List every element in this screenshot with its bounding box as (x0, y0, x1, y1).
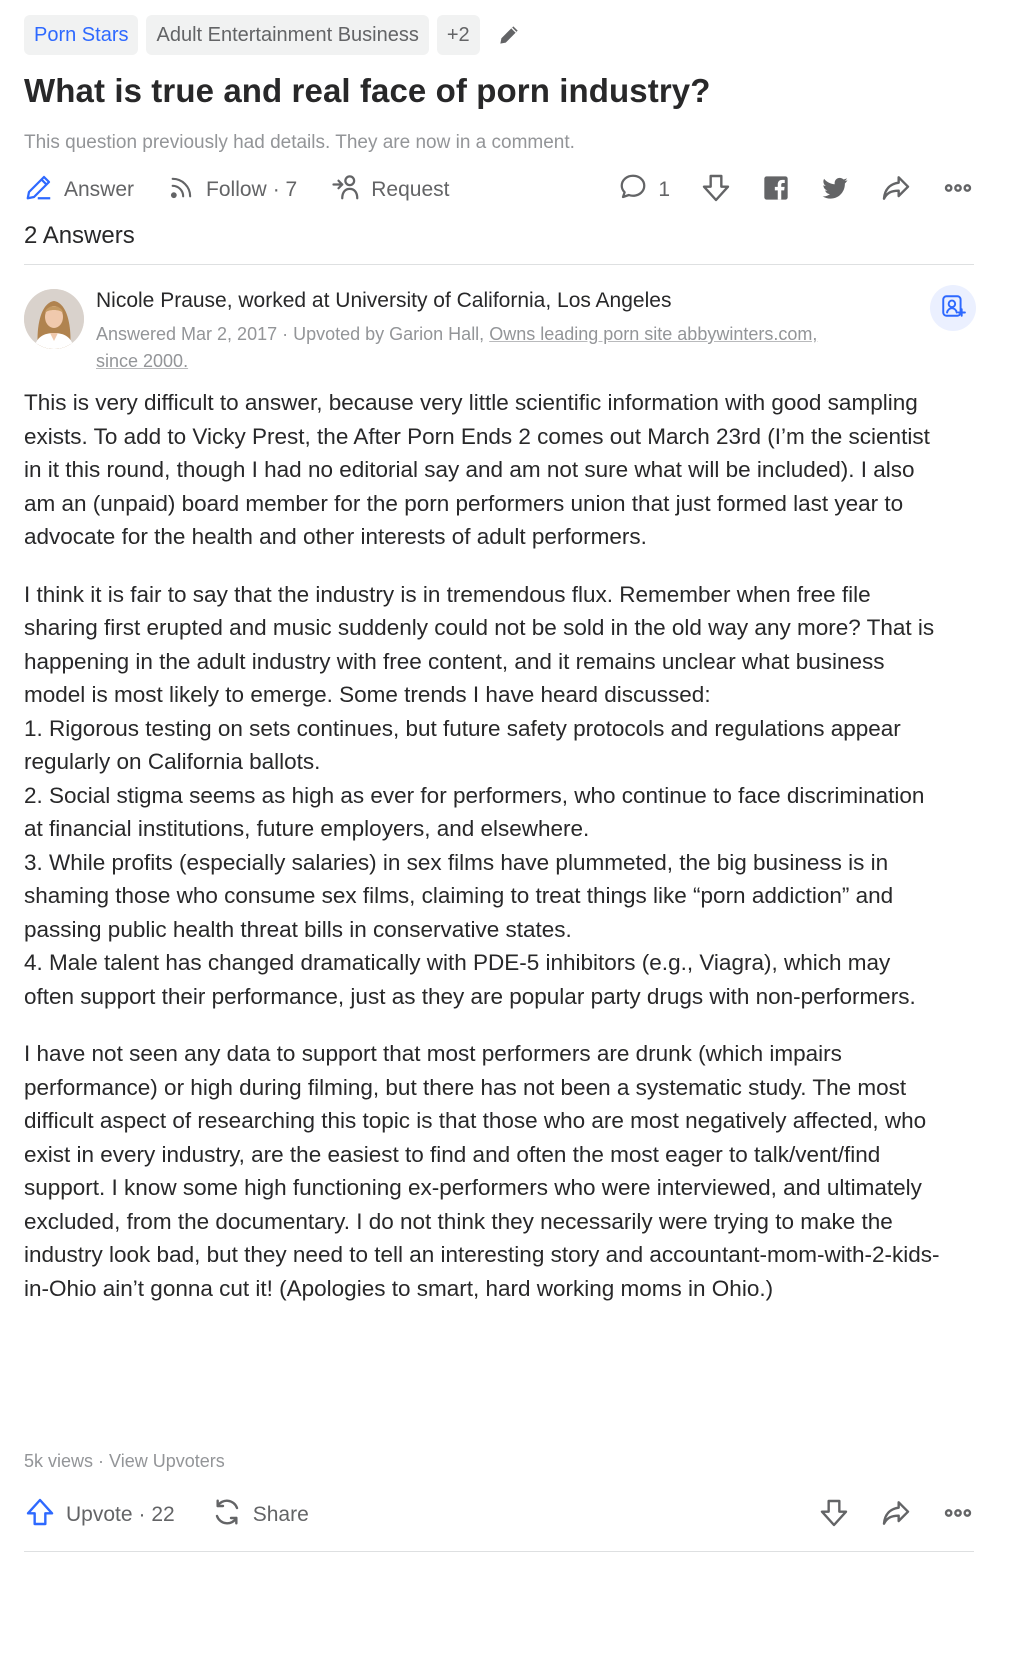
answer-actions (24, 1493, 974, 1537)
follow-icon (168, 173, 206, 207)
views-upvoters[interactable]: 5k views · View Upvoters (24, 1451, 225, 1471)
upvoter-credential-since[interactable]: since 2000. (96, 351, 189, 371)
question-note: This question previously had details. They are now in a comment. (24, 132, 575, 153)
follow-count: · 7 (272, 178, 298, 201)
facebook-icon[interactable] (762, 174, 790, 207)
request-button[interactable] (331, 172, 449, 208)
request-icon (331, 172, 371, 208)
answer-list-item: 4. Male talent has changed dramatically with PDE-5 inhibitors (e.g., Viagra), which may often support their performance, just as they are popular party drugs with non-performers. (24, 950, 916, 1009)
answer-button[interactable] (24, 172, 134, 208)
topic-more[interactable]: +2 (437, 15, 480, 55)
answer-date-upvoted: Answered Mar 2, 2017 · Upvoted by Garion Hall, (96, 324, 490, 344)
answer-paragraph: I think it is fair to say that the industry is in tremendous flux. Remember when free file sharing first erupted and music suddenly could not be sold in the old way any more? That is happening in the adult industry with free content, and it remains unclear what business model is most likely to emerge. Some trends I have heard discussed: (24, 581, 935, 707)
follow-button[interactable] (168, 173, 297, 207)
answer-icon (24, 172, 64, 208)
answer-author (24, 285, 974, 375)
question-actions (24, 170, 974, 210)
divider (24, 1551, 974, 1552)
twitter-icon[interactable] (820, 173, 850, 208)
author-name[interactable]: Nicole Prause, worked at University of California, Los Angeles (96, 289, 672, 312)
avatar[interactable] (24, 289, 84, 349)
topic-porn-stars[interactable]: Porn Stars (24, 15, 138, 55)
request-label: Request (371, 178, 450, 201)
comment-icon (618, 172, 648, 208)
downvote-icon[interactable] (700, 172, 732, 209)
upvote-count: · 22 (138, 1503, 175, 1526)
more-icon[interactable] (942, 1497, 974, 1534)
share-cycle-icon (211, 1496, 253, 1534)
pencil-icon[interactable] (494, 20, 524, 50)
upvote-icon (24, 1496, 66, 1534)
follow-author-button[interactable] (930, 285, 976, 331)
author-meta (96, 321, 896, 375)
follow-label: Follow (206, 178, 267, 201)
upvote-label: Upvote (66, 1503, 133, 1526)
answer-list-item: 1. Rigorous testing on sets continues, but future safety protocols and regulations appear regularly on California ballots. (24, 715, 901, 774)
answer-paragraph: This is very difficult to answer, because very little scientific information with good sampling exists. To add to Vicky Prest, the After Porn Ends 2 comes out March 23rd (I’m the scientist in it this round, though I had no editorial say and am not sure what will be included). I also am an (unpaid) board member for the porn performers union that just formed last year to advocate for the health and other interests of adult performers. (24, 390, 930, 549)
answer-body (24, 386, 944, 1305)
answer-label: Answer (64, 178, 135, 201)
topic-list (24, 15, 524, 55)
share-button[interactable] (211, 1496, 309, 1534)
answer-paragraph: I have not seen any data to support that most performers are drunk (which impairs performance) or high during filming, but there has not been a systematic study. The most difficult aspect of researching this topic is that those who are most negatively affected, who exist in every industry, are the easiest to find and often the most eager to talk/vent/find support. I know some high functioning ex-performers who were interviewed, and ultimately excluded, from the documentary. I do not think they necessarily were trying to make the industry look bad, but they need to tell an interesting story and accountant-mom-with-2-kids-in-Ohio ain’t gonna cut it! (Apologies to smart, hard working moms in Ohio.) (24, 1041, 940, 1301)
answer-list-item: 2. Social stigma seems as high as ever for performers, who continue to face discrimination at financial institutions, future employers, and elsewhere. (24, 782, 925, 841)
more-icon[interactable] (942, 172, 974, 209)
upvoter-credential[interactable]: Owns leading porn site abbywinters.com, (489, 324, 818, 344)
divider (24, 264, 974, 265)
share-label: Share (252, 1503, 309, 1526)
question-title[interactable]: What is true and real face of porn industry? (24, 72, 711, 109)
topic-adult-entertainment-business[interactable]: Adult Entertainment Business (146, 15, 428, 55)
follow-author-icon (940, 293, 966, 324)
answers-count: 2 Answers (24, 222, 135, 249)
share-icon[interactable] (880, 172, 912, 209)
downvote-icon[interactable] (818, 1497, 850, 1534)
answer-list-item: 3. While profits (especially salaries) in sex films have plummeted, the big business is in shaming those who consume sex films, claiming to treat things like “porn addiction” and passing public health threat bills in conservative states. (24, 849, 894, 942)
comment-count: 1 (658, 178, 670, 201)
comment-button[interactable] (618, 172, 670, 208)
share-icon[interactable] (880, 1497, 912, 1534)
upvote-button[interactable] (24, 1496, 175, 1534)
